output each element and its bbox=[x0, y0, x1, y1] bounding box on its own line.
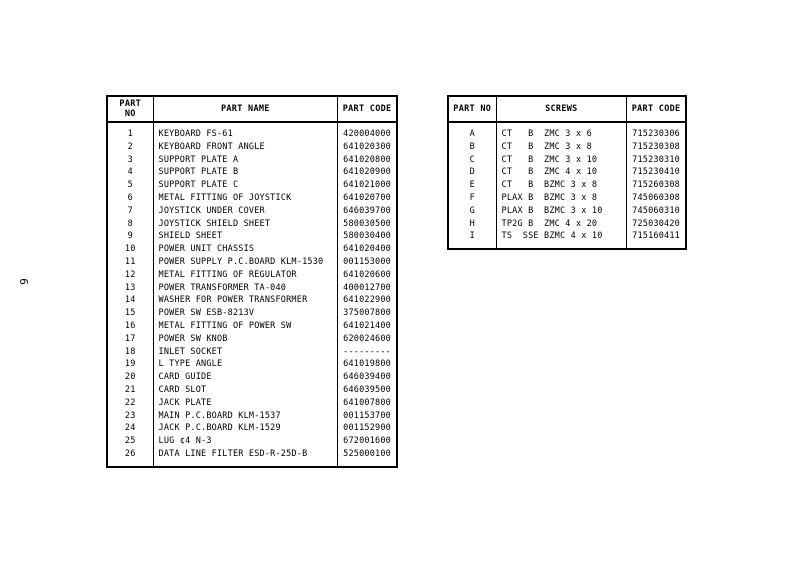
part-no-cell: 12 bbox=[107, 269, 153, 282]
part-no-cell: 17 bbox=[107, 333, 153, 346]
part-name-cell: CARD GUIDE bbox=[153, 371, 338, 384]
part-no-cell: 1 bbox=[107, 128, 153, 141]
part-no-cell: A bbox=[448, 128, 496, 141]
part-no-cell: B bbox=[448, 141, 496, 154]
part-name-cell: POWER SUPPLY P.C.BOARD KLM-1530 bbox=[153, 256, 338, 269]
screw-spec-cell: TS SSE BZMC 4 x 10 bbox=[496, 230, 627, 243]
part-no-cell: 5 bbox=[107, 179, 153, 192]
part-code-cell: 641022900 bbox=[338, 294, 397, 307]
part-no-cell: 24 bbox=[107, 422, 153, 435]
part-no-cell: F bbox=[448, 192, 496, 205]
part-code-cell: 715260308 bbox=[627, 179, 686, 192]
screws-table-header bbox=[448, 96, 686, 122]
table-row bbox=[107, 230, 397, 243]
table-row bbox=[448, 205, 686, 218]
part-code-cell: 641020900 bbox=[338, 166, 397, 179]
part-no-cell: 2 bbox=[107, 141, 153, 154]
part-code-cell: 641020800 bbox=[338, 154, 397, 167]
table-row bbox=[107, 435, 397, 448]
table-row bbox=[448, 128, 686, 141]
part-code-cell: 715230308 bbox=[627, 141, 686, 154]
table-row bbox=[107, 192, 397, 205]
part-code-cell: 641020700 bbox=[338, 192, 397, 205]
table-row bbox=[107, 128, 397, 141]
part-no-cell: 22 bbox=[107, 397, 153, 410]
table-row bbox=[107, 320, 397, 333]
part-no-cell: C bbox=[448, 154, 496, 167]
part-no-cell: 3 bbox=[107, 154, 153, 167]
part-code-cell: 646039400 bbox=[338, 371, 397, 384]
part-name-cell: SUPPORT PLATE B bbox=[153, 166, 338, 179]
part-code-cell: 641007800 bbox=[338, 397, 397, 410]
part-no-cell: I bbox=[448, 230, 496, 243]
part-name-cell: POWER UNIT CHASSIS bbox=[153, 243, 338, 256]
part-name-cell: METAL FITTING OF POWER SW bbox=[153, 320, 338, 333]
header-part-code: PART CODE bbox=[338, 96, 397, 122]
part-no-cell: 14 bbox=[107, 294, 153, 307]
part-name-cell: KEYBOARD FS-61 bbox=[153, 128, 338, 141]
header-screws: SCREWS bbox=[496, 96, 627, 122]
part-code-cell: 641020400 bbox=[338, 243, 397, 256]
part-no-cell: D bbox=[448, 166, 496, 179]
table-row bbox=[448, 141, 686, 154]
part-no-cell: 20 bbox=[107, 371, 153, 384]
screw-spec-cell: CT B BZMC 3 x 8 bbox=[496, 179, 627, 192]
part-name-cell: DATA LINE FILTER ESD-R-25D-B bbox=[153, 448, 338, 461]
part-no-cell: 10 bbox=[107, 243, 153, 256]
part-code-cell: 715230310 bbox=[627, 154, 686, 167]
part-name-cell: JACK PLATE bbox=[153, 397, 338, 410]
part-no-cell: 9 bbox=[107, 230, 153, 243]
part-no-cell: 6 bbox=[107, 192, 153, 205]
part-code-cell: 641020600 bbox=[338, 269, 397, 282]
header-part-no: PART NO bbox=[448, 96, 496, 122]
part-code-cell: 725030420 bbox=[627, 218, 686, 231]
part-no-cell: 16 bbox=[107, 320, 153, 333]
table-row bbox=[107, 166, 397, 179]
screw-spec-cell: TP2G B ZMC 4 x 20 bbox=[496, 218, 627, 231]
parts-table-header bbox=[107, 96, 397, 122]
part-name-cell: L TYPE ANGLE bbox=[153, 358, 338, 371]
table-row bbox=[107, 307, 397, 320]
part-code-cell: 400012700 bbox=[338, 282, 397, 295]
table-row bbox=[107, 346, 397, 359]
part-code-cell: 646039500 bbox=[338, 384, 397, 397]
table-row bbox=[448, 166, 686, 179]
part-name-cell: JACK P.C.BOARD KLM-1529 bbox=[153, 422, 338, 435]
part-no-cell: 21 bbox=[107, 384, 153, 397]
table-row bbox=[107, 371, 397, 384]
part-name-cell: INLET SOCKET bbox=[153, 346, 338, 359]
part-name-cell: WASHER FOR POWER TRANSFORMER bbox=[153, 294, 338, 307]
table-row bbox=[107, 422, 397, 435]
header-part-no: PART NO bbox=[107, 96, 153, 122]
table-row bbox=[107, 294, 397, 307]
table-row bbox=[107, 243, 397, 256]
header-part-name: PART NAME bbox=[153, 96, 338, 122]
table-row bbox=[448, 154, 686, 167]
table-row bbox=[107, 218, 397, 231]
table-row bbox=[107, 397, 397, 410]
part-code-cell: 580030500 bbox=[338, 218, 397, 231]
parts-table bbox=[106, 95, 398, 468]
page-number: 6 bbox=[16, 278, 30, 285]
table-row bbox=[448, 230, 686, 243]
part-name-cell: POWER TRANSFORMER TA-040 bbox=[153, 282, 338, 295]
table-row bbox=[107, 256, 397, 269]
table-row bbox=[107, 410, 397, 423]
table-row bbox=[448, 192, 686, 205]
part-no-cell: 19 bbox=[107, 358, 153, 371]
part-name-cell: POWER SW KNOB bbox=[153, 333, 338, 346]
screw-spec-cell: CT B ZMC 3 x 6 bbox=[496, 128, 627, 141]
table-row bbox=[107, 333, 397, 346]
part-no-cell: 4 bbox=[107, 166, 153, 179]
part-code-cell: 375007800 bbox=[338, 307, 397, 320]
part-code-cell: 715160411 bbox=[627, 230, 686, 243]
part-name-cell: SUPPORT PLATE C bbox=[153, 179, 338, 192]
screw-spec-cell: PLAX B BZMC 3 x 8 bbox=[496, 192, 627, 205]
part-no-cell: G bbox=[448, 205, 496, 218]
part-name-cell: JOYSTICK UNDER COVER bbox=[153, 205, 338, 218]
part-code-cell: 745060310 bbox=[627, 205, 686, 218]
part-code-cell: 001153700 bbox=[338, 410, 397, 423]
screw-spec-cell: CT B ZMC 3 x 10 bbox=[496, 154, 627, 167]
part-no-cell: 25 bbox=[107, 435, 153, 448]
part-no-cell: 23 bbox=[107, 410, 153, 423]
part-code-cell: 525000100 bbox=[338, 448, 397, 461]
part-no-cell: 15 bbox=[107, 307, 153, 320]
table-row bbox=[107, 154, 397, 167]
screws-table bbox=[447, 95, 687, 250]
table-row bbox=[107, 282, 397, 295]
table-row bbox=[448, 179, 686, 192]
part-code-cell: 745060308 bbox=[627, 192, 686, 205]
screw-spec-cell: CT B ZMC 3 x 8 bbox=[496, 141, 627, 154]
part-code-cell: 641020300 bbox=[338, 141, 397, 154]
part-code-cell: 641021400 bbox=[338, 320, 397, 333]
part-name-cell: SUPPORT PLATE A bbox=[153, 154, 338, 167]
part-no-cell: H bbox=[448, 218, 496, 231]
part-no-cell: 26 bbox=[107, 448, 153, 461]
part-code-cell: 620024600 bbox=[338, 333, 397, 346]
screw-spec-cell: PLAX B BZMC 3 x 10 bbox=[496, 205, 627, 218]
part-code-cell: 672001600 bbox=[338, 435, 397, 448]
table-row bbox=[107, 448, 397, 461]
table-row bbox=[107, 269, 397, 282]
header-part-code: PART CODE bbox=[627, 96, 686, 122]
part-name-cell: MAIN P.C.BOARD KLM-1537 bbox=[153, 410, 338, 423]
table-row bbox=[107, 205, 397, 218]
table-row bbox=[107, 141, 397, 154]
part-code-cell: 001153000 bbox=[338, 256, 397, 269]
part-name-cell: KEYBOARD FRONT ANGLE bbox=[153, 141, 338, 154]
part-name-cell: METAL FITTING OF REGULATOR bbox=[153, 269, 338, 282]
table-row bbox=[107, 179, 397, 192]
part-no-cell: 7 bbox=[107, 205, 153, 218]
part-code-cell: 646039700 bbox=[338, 205, 397, 218]
part-name-cell: METAL FITTING OF JOYSTICK bbox=[153, 192, 338, 205]
table-row bbox=[107, 384, 397, 397]
part-code-cell: 420004000 bbox=[338, 128, 397, 141]
part-no-cell: 13 bbox=[107, 282, 153, 295]
part-name-cell: LUG ¢4 N-3 bbox=[153, 435, 338, 448]
part-name-cell: CARD SLOT bbox=[153, 384, 338, 397]
part-no-cell: 11 bbox=[107, 256, 153, 269]
table-row bbox=[448, 218, 686, 231]
table-row bbox=[107, 358, 397, 371]
part-code-cell: --------- bbox=[338, 346, 397, 359]
part-name-cell: POWER SW ESB-8213V bbox=[153, 307, 338, 320]
part-name-cell: JOYSTICK SHIELD SHEET bbox=[153, 218, 338, 231]
part-code-cell: 641021000 bbox=[338, 179, 397, 192]
part-no-cell: 8 bbox=[107, 218, 153, 231]
part-code-cell: 641019800 bbox=[338, 358, 397, 371]
part-no-cell: E bbox=[448, 179, 496, 192]
part-no-cell: 18 bbox=[107, 346, 153, 359]
part-code-cell: 715230306 bbox=[627, 128, 686, 141]
part-name-cell: SHIELD SHEET bbox=[153, 230, 338, 243]
part-code-cell: 580030400 bbox=[338, 230, 397, 243]
part-code-cell: 001152900 bbox=[338, 422, 397, 435]
part-code-cell: 715230410 bbox=[627, 166, 686, 179]
screw-spec-cell: CT B ZMC 4 x 10 bbox=[496, 166, 627, 179]
